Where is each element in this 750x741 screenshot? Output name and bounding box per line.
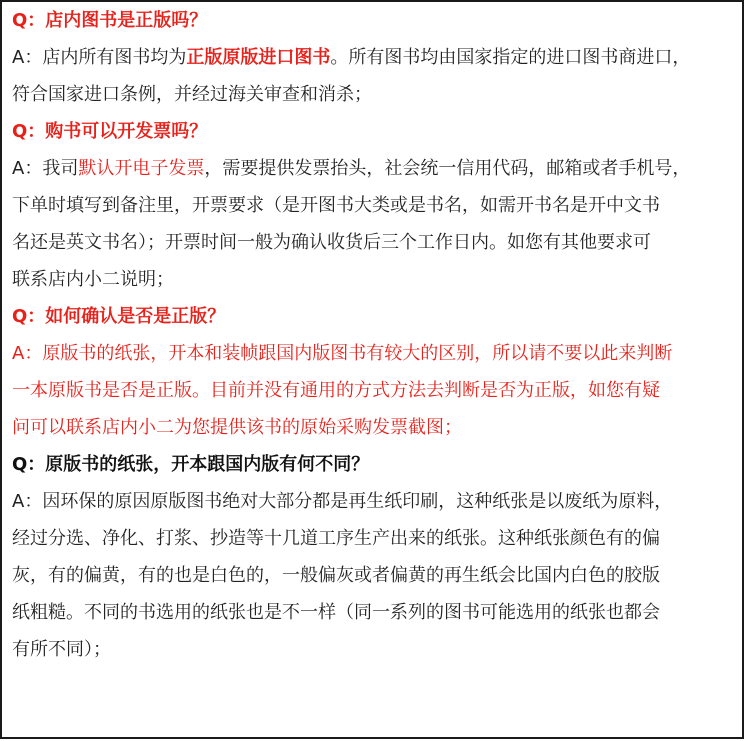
faq-answer-4-line-2: 经过分选、净化、打浆、抄造等十几道工序生产出来的纸张。这种纸张颜色有的偏: [12, 528, 660, 549]
faq-answer-2-line-1: [12, 150, 736, 187]
faq-question-1: Q：店内图书是正版吗？: [12, 10, 208, 31]
answer-text: A：店内所有图书均为: [12, 47, 187, 68]
faq-answer-3-line-3: 问可以联系店内小二为您提供该书的原始采购发票截图；: [12, 417, 462, 438]
answer-text: A：我司: [12, 158, 79, 179]
faq-answer-4-line-5: 有所不同）；: [12, 639, 111, 660]
answer-highlight: 默认开电子发票: [78, 158, 205, 179]
faq-answer-2-line-3: 名还是英文书名）；开票时间一般为确认收货后三个工作日内。如您有其他要求可: [12, 232, 651, 253]
faq-answer-2-line-2: 下单时填写到备注里，开票要求（是开图书大类或是书名，如需开书名是开中文书: [12, 195, 660, 216]
faq-answer-4-line-4: 纸粗糙。不同的书选用的纸张也是不一样（同一系列的图书可能选用的纸张也都会: [12, 602, 660, 623]
faq-answer-1-line-1: [12, 39, 736, 76]
faq-answer-4-line-1: A：因环保的原因原版图书绝对大部分都是再生纸印刷，这种纸张是以废纸为原料，: [12, 491, 673, 512]
answer-highlight: 正版原版进口图书: [186, 47, 331, 68]
faq-question-3: Q：如何确认是否是正版？: [12, 306, 226, 327]
faq-answer-3-line-2: 一本原版书是否是正版。目前并没有通用的方式方法去判断是否为正版，如您有疑: [12, 380, 660, 401]
faq-answer-2-line-4: 联系店内小二说明；: [12, 269, 174, 290]
faq-answer-3-line-1: A：原版书的纸张，开本和装帧跟国内版图书有较大的区别，所以请不要以此来判断: [12, 343, 673, 364]
answer-text: 。所有图书均由国家指定的进口图书商进口，: [330, 47, 691, 68]
faq-answer-4-line-3: 灰，有的偏黄，有的也是白色的，一般偏灰或者偏黄的再生纸会比国内白色的胶版: [12, 565, 660, 586]
faq-question-4: Q：原版书的纸张，开本跟国内版有何不同？: [12, 454, 370, 475]
faq-answer-1-line-2: 符合国家进口条例，并经过海关审查和消杀；: [12, 84, 372, 105]
faq-question-2: Q：购书可以开发票吗？: [12, 121, 208, 142]
answer-text: ，需要提供发票抬头，社会统一信用代码，邮箱或者手机号，: [204, 158, 691, 179]
